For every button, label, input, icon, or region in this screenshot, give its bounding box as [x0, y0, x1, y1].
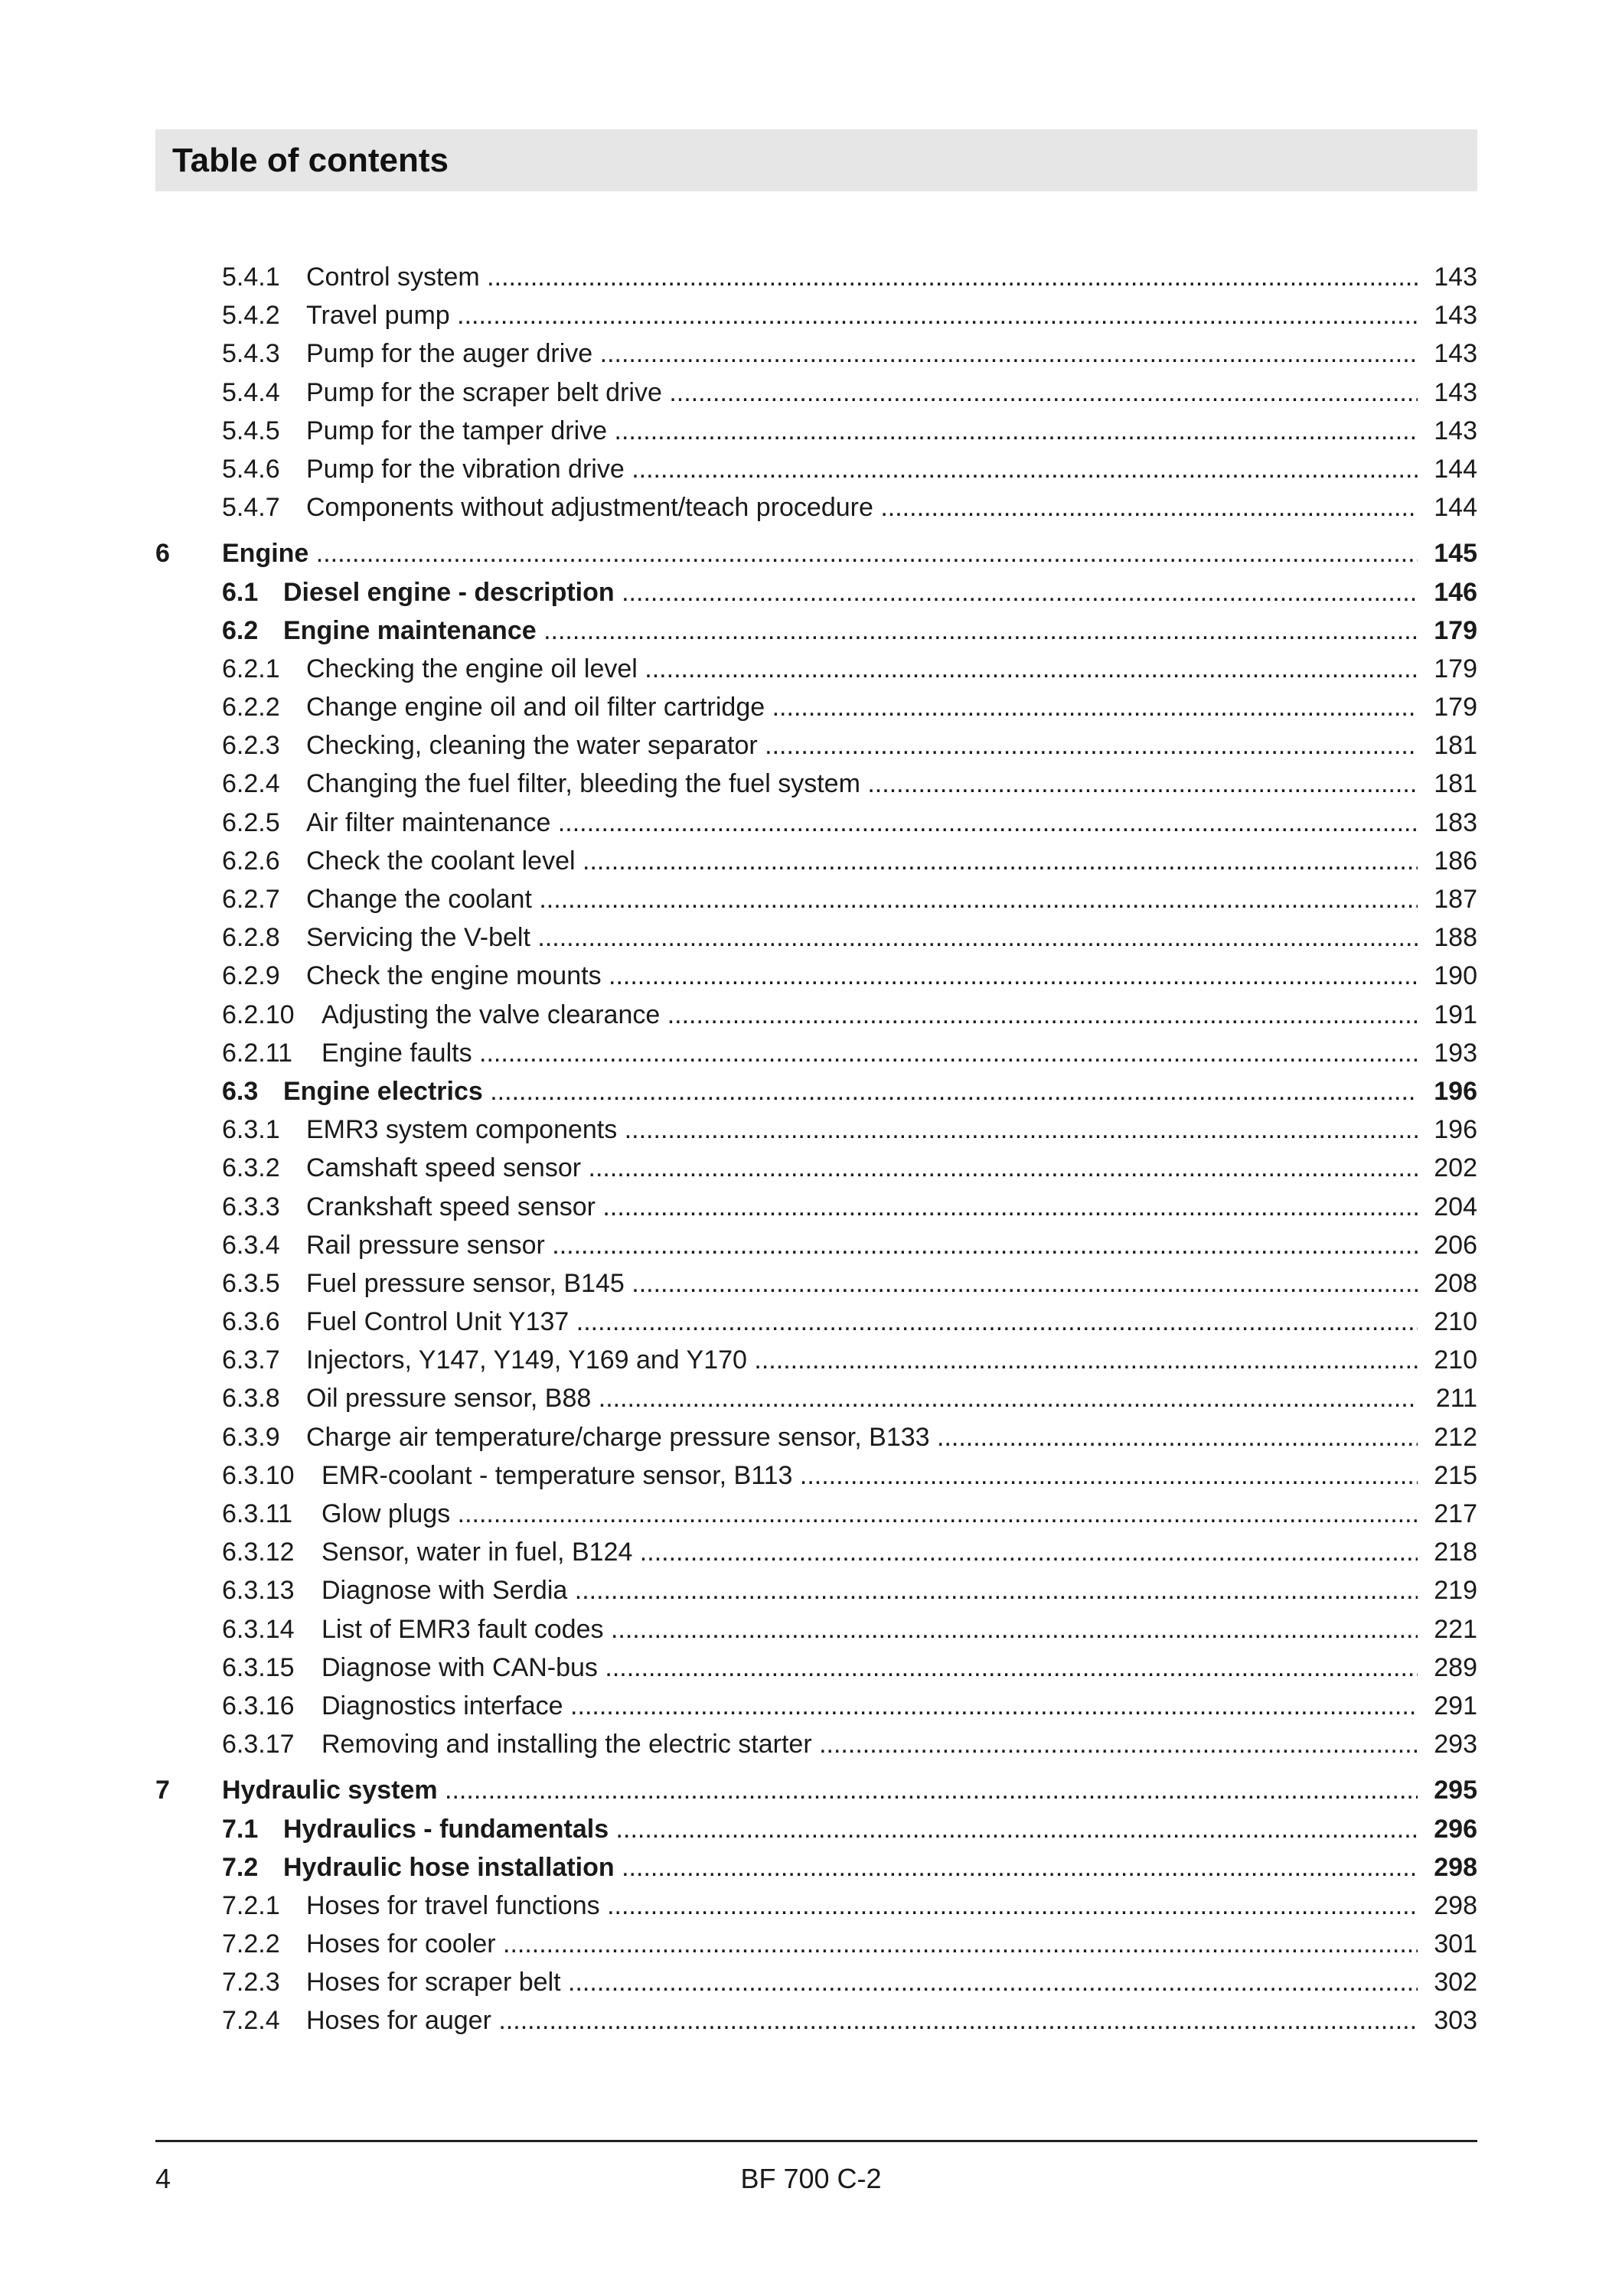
toc-entry-number: 6.3.10 — [222, 1460, 295, 1490]
toc-entry-title: Travel pump ..... — [306, 296, 1418, 334]
toc-entry-title: Hydraulic hose installation ..... — [283, 1848, 1418, 1887]
toc-entry-6-2-2[interactable] — [155, 688, 1477, 726]
toc-entry-number: 7.2.2 — [222, 1929, 280, 1959]
toc-entry-6-3[interactable] — [155, 1072, 1477, 1110]
toc-entry-number: 6.3.4 — [222, 1230, 280, 1260]
toc-entry-page: 145 — [1434, 539, 1477, 569]
toc-entry-page: 143 — [1434, 263, 1477, 292]
toc-entry-number: 5.4.2 — [222, 301, 280, 331]
toc-entry-page: 296 — [1434, 1814, 1477, 1844]
toc-entry-5-4-1[interactable] — [155, 258, 1477, 296]
footer-document-id: BF 700 C-2 — [740, 2163, 882, 2194]
toc-entry-page: 218 — [1434, 1538, 1477, 1567]
toc-entry-title: Check the engine mounts ..... — [306, 957, 1418, 995]
toc-entry-page: 293 — [1434, 1730, 1477, 1760]
toc-entry-title: Diagnose with Serdia ..... — [321, 1571, 1418, 1609]
toc-entry-title: Adjusting the valve clearance ..... — [321, 996, 1418, 1034]
toc-entry-6-2-1[interactable] — [155, 650, 1477, 688]
toc-entry-title: Removing and installing the electric starter ..... — [321, 1725, 1418, 1763]
toc-entry-page: 217 — [1434, 1499, 1477, 1528]
toc-entry-6-3-12[interactable] — [155, 1533, 1477, 1571]
toc-entry-6-2-8[interactable] — [155, 918, 1477, 957]
toc-entry-page: 179 — [1434, 693, 1477, 722]
toc-entry-number: 7.2.3 — [222, 1968, 280, 1998]
toc-entry-number: 6.2.5 — [222, 807, 280, 837]
page-title: Table of contents — [172, 142, 449, 179]
toc-entry-page: 298 — [1434, 1890, 1477, 1920]
toc-entry-6-3-17[interactable] — [155, 1725, 1477, 1763]
toc-entry-title: Diagnose with CAN-bus ..... — [321, 1649, 1418, 1687]
toc-entry-6-3-16[interactable] — [155, 1687, 1477, 1725]
toc-entry-title: Fuel Control Unit Y137 ..... — [306, 1303, 1418, 1341]
toc-entry-number: 5.4.5 — [222, 416, 280, 445]
toc-entry-number: 6.3.16 — [222, 1691, 295, 1720]
toc-entry-7-2-4[interactable] — [155, 2001, 1477, 2040]
toc-entry-7-2-1[interactable] — [155, 1887, 1477, 1925]
toc-entry-page: 183 — [1434, 807, 1477, 837]
toc-entry-6-2-3[interactable] — [155, 726, 1477, 765]
toc-entry-number: 6.3.6 — [222, 1307, 280, 1337]
toc-entry-6-3-4[interactable] — [155, 1226, 1477, 1264]
toc-entry-6-2-7[interactable] — [155, 880, 1477, 918]
toc-entry-page: 143 — [1434, 377, 1477, 407]
toc-entry-number: 6.2.2 — [222, 693, 280, 722]
toc-entry-title: Engine ..... — [222, 534, 1418, 572]
toc-entry-page: 143 — [1434, 416, 1477, 445]
toc-entry-title: Injectors, Y147, Y149, Y169 and Y170 ..... — [306, 1341, 1418, 1379]
toc-entry-page: 179 — [1434, 654, 1477, 683]
toc-entry-title: Charge air temperature/charge pressure sensor, B133 ..... — [306, 1418, 1418, 1456]
toc-entry-number: 6.3.14 — [222, 1614, 295, 1644]
toc-entry-page: 215 — [1434, 1460, 1477, 1490]
toc-entry-number: 6.2.11 — [222, 1038, 293, 1068]
footer-page-number: 4 — [155, 2163, 171, 2194]
toc-entry-number: 6.2.8 — [222, 923, 280, 953]
toc-entry-6-2-6[interactable] — [155, 842, 1477, 880]
toc-entry-number: 5.4.6 — [222, 454, 280, 484]
toc-entry-6-2-9[interactable] — [155, 957, 1477, 995]
toc-entry-7[interactable] — [155, 1771, 1477, 1809]
toc-entry-title: Engine electrics ..... — [283, 1072, 1418, 1110]
toc-entry-7-2-2[interactable] — [155, 1925, 1477, 1963]
toc-entry-number: 6.3.9 — [222, 1422, 280, 1452]
toc-entry-title: Change engine oil and oil filter cartridge ..... — [306, 688, 1418, 726]
toc-entry-6-2-11[interactable] — [155, 1034, 1477, 1072]
toc-entry-title: Check the coolant level ..... — [306, 842, 1418, 880]
toc-entry-page: 206 — [1434, 1230, 1477, 1260]
toc-entry-number: 6.2 — [222, 615, 259, 645]
toc-entry-number: 6.2.4 — [222, 769, 280, 799]
toc-entry-page: 196 — [1434, 1115, 1477, 1145]
toc-entry-6-2-10[interactable] — [155, 996, 1477, 1034]
toc-entry-page: 179 — [1434, 615, 1477, 645]
toc-entry-number: 5.4.7 — [222, 493, 280, 523]
toc-entry-title: Engine maintenance ..... — [283, 612, 1418, 650]
toc-entry-6-3-11[interactable] — [155, 1495, 1477, 1533]
toc-entry-number: 6.3.8 — [222, 1384, 280, 1414]
toc-entry-title: Control system ..... — [306, 258, 1418, 296]
toc-entry-title: Hoses for auger ..... — [306, 2001, 1418, 2040]
toc-entry-title: Oil pressure sensor, B88 ..... — [306, 1379, 1418, 1417]
toc-entry-page: 210 — [1434, 1307, 1477, 1337]
toc-entry-6-1[interactable] — [155, 573, 1477, 612]
toc-entry-page: 210 — [1434, 1345, 1477, 1375]
toc-entry-6-2-5[interactable] — [155, 804, 1477, 842]
toc-entry-page: 196 — [1434, 1076, 1477, 1106]
toc-entry-title: Changing the fuel filter, bleeding the fuel system ..... — [306, 765, 1418, 803]
toc-entry-7-2[interactable] — [155, 1848, 1477, 1887]
toc-entry-number: 6.2.1 — [222, 654, 280, 683]
toc-entry-page: 143 — [1434, 301, 1477, 331]
toc-entry-title: Pump for the scraper belt drive ..... — [306, 373, 1418, 412]
table-of-contents — [155, 258, 1477, 2040]
toc-entry-number: 6.3.5 — [222, 1268, 280, 1298]
toc-entry-page: 302 — [1434, 1968, 1477, 1998]
toc-entry-number: 6.3.1 — [222, 1115, 280, 1145]
toc-entry-page: 181 — [1434, 731, 1477, 761]
toc-entry-page: 190 — [1434, 961, 1477, 991]
toc-entry-page: 295 — [1434, 1776, 1477, 1805]
toc-entry-5-4-7[interactable] — [155, 488, 1477, 527]
toc-entry-number: 6.3.12 — [222, 1538, 295, 1567]
toc-entry-page: 146 — [1434, 577, 1477, 607]
toc-entry-page: 191 — [1434, 1000, 1477, 1029]
toc-entry-number: 7.2 — [222, 1852, 259, 1882]
toc-entry-number: 6.2.7 — [222, 885, 280, 914]
toc-entry-title: Glow plugs ..... — [321, 1495, 1418, 1533]
toc-entry-page: 221 — [1434, 1614, 1477, 1644]
toc-entry-page: 202 — [1434, 1153, 1477, 1183]
toc-entry-title: Rail pressure sensor ..... — [306, 1226, 1418, 1264]
toc-entry-title: Change the coolant ..... — [306, 880, 1418, 918]
toc-entry-title: Hoses for travel functions ..... — [306, 1887, 1418, 1925]
toc-entry-5-4-5[interactable] — [155, 412, 1477, 450]
toc-entry-page: 188 — [1434, 923, 1477, 953]
toc-entry-6-3-3[interactable] — [155, 1188, 1477, 1226]
toc-entry-title: Checking the engine oil level ..... — [306, 650, 1418, 688]
toc-entry-6-3-7[interactable] — [155, 1341, 1477, 1379]
toc-entry-number: 6.3.13 — [222, 1576, 295, 1606]
toc-entry-number: 5.4.4 — [222, 377, 280, 407]
toc-entry-title: Hoses for scraper belt ..... — [306, 1963, 1418, 2001]
toc-entry-page: 208 — [1434, 1268, 1477, 1298]
toc-entry-number: 6.3.7 — [222, 1345, 280, 1375]
toc-entry-6-3-14[interactable] — [155, 1610, 1477, 1649]
toc-entry-page: 212 — [1434, 1422, 1477, 1452]
toc-entry-title: Hoses for cooler ..... — [306, 1925, 1418, 1963]
toc-entry-title: Engine faults ..... — [321, 1034, 1418, 1072]
toc-entry-title: Camshaft speed sensor ..... — [306, 1149, 1418, 1187]
toc-entry-title: Hydraulics - fundamentals ..... — [283, 1810, 1418, 1848]
toc-entry-title: Pump for the vibration drive ..... — [306, 450, 1418, 488]
toc-entry-6-3-13[interactable] — [155, 1571, 1477, 1609]
toc-entry-title: Diagnostics interface ..... — [321, 1687, 1418, 1725]
toc-entry-page: 144 — [1434, 454, 1477, 484]
toc-entry-6-3-8[interactable] — [155, 1379, 1477, 1417]
toc-entry-page: 144 — [1434, 493, 1477, 523]
toc-entry-page: 219 — [1434, 1576, 1477, 1606]
toc-entry-page: 301 — [1434, 1929, 1477, 1959]
header-band — [155, 129, 1477, 191]
toc-entry-page: 181 — [1434, 769, 1477, 799]
toc-entry-title: Fuel pressure sensor, B145 ..... — [306, 1264, 1418, 1303]
toc-entry-page: 289 — [1434, 1652, 1477, 1682]
toc-entry-title: Air filter maintenance ..... — [306, 804, 1418, 842]
toc-entry-6-3-2[interactable] — [155, 1149, 1477, 1187]
toc-entry-number: 7 — [155, 1776, 170, 1805]
toc-entry-5-4-3[interactable] — [155, 334, 1477, 373]
toc-entry-title: List of EMR3 fault codes ..... — [321, 1610, 1418, 1649]
toc-entry-page: 143 — [1434, 339, 1477, 369]
toc-entry-7-2-3[interactable] — [155, 1963, 1477, 2001]
toc-entry-number: 5.4.3 — [222, 339, 280, 369]
toc-entry-number: 6.2.10 — [222, 1000, 295, 1029]
toc-entry-6-3-10[interactable] — [155, 1456, 1477, 1495]
toc-entry-number: 6.3.11 — [222, 1499, 293, 1528]
toc-entry-number: 6.1 — [222, 577, 259, 607]
toc-entry-number: 6.2.3 — [222, 731, 280, 761]
toc-entry-number: 5.4.1 — [222, 263, 280, 292]
toc-entry-title: Pump for the tamper drive ..... — [306, 412, 1418, 450]
toc-entry-page: 291 — [1434, 1691, 1477, 1720]
toc-entry-title: Pump for the auger drive ..... — [306, 334, 1418, 373]
toc-entry-6-3-15[interactable] — [155, 1649, 1477, 1687]
toc-entry-5-4-4[interactable] — [155, 373, 1477, 412]
toc-entry-number: 6.3.15 — [222, 1652, 295, 1682]
toc-entry-6-3-6[interactable] — [155, 1303, 1477, 1341]
toc-entry-number: 6.3 — [222, 1076, 259, 1106]
toc-entry-6-3-5[interactable] — [155, 1264, 1477, 1303]
toc-entry-title: Hydraulic system ..... — [222, 1771, 1418, 1809]
toc-entry-title: EMR3 system components ..... — [306, 1110, 1418, 1149]
toc-entry-title: EMR-coolant - temperature sensor, B113 ..... — [321, 1456, 1418, 1495]
toc-entry-title: Checking, cleaning the water separator ..... — [306, 726, 1418, 765]
toc-entry-title: Servicing the V-belt ..... — [306, 918, 1418, 957]
toc-entry-6[interactable] — [155, 534, 1477, 572]
toc-entry-page: 211 — [1435, 1384, 1477, 1414]
toc-entry-number: 6.2.6 — [222, 846, 280, 876]
toc-entry-page: 303 — [1434, 2006, 1477, 2036]
toc-entry-title: Sensor, water in fuel, B124 ..... — [321, 1533, 1418, 1571]
toc-entry-title: Crankshaft speed sensor ..... — [306, 1188, 1418, 1226]
toc-entry-number: 7.2.4 — [222, 2006, 280, 2036]
toc-entry-6-2-4[interactable] — [155, 765, 1477, 803]
toc-entry-7-1[interactable] — [155, 1810, 1477, 1848]
toc-entry-number: 6.3.2 — [222, 1153, 280, 1183]
toc-entry-6-3-1[interactable] — [155, 1110, 1477, 1149]
toc-entry-number: 7.2.1 — [222, 1890, 280, 1920]
toc-entry-5-4-6[interactable] — [155, 450, 1477, 488]
toc-entry-number: 6.3.17 — [222, 1730, 295, 1760]
footer-divider — [155, 2140, 1477, 2142]
toc-entry-number: 6.3.3 — [222, 1192, 280, 1221]
toc-entry-title: Components without adjustment/teach procedure ..... — [306, 488, 1418, 527]
toc-entry-6-3-9[interactable] — [155, 1418, 1477, 1456]
toc-entry-number: 6.2.9 — [222, 961, 280, 991]
toc-entry-page: 187 — [1434, 885, 1477, 914]
toc-entry-page: 186 — [1434, 846, 1477, 876]
toc-entry-number: 6 — [155, 539, 170, 569]
toc-entry-5-4-2[interactable] — [155, 296, 1477, 334]
toc-entry-page: 204 — [1434, 1192, 1477, 1221]
toc-entry-title: Diesel engine - description ..... — [283, 573, 1418, 612]
toc-entry-number: 7.1 — [222, 1814, 259, 1844]
toc-entry-6-2[interactable] — [155, 612, 1477, 650]
toc-entry-page: 298 — [1434, 1852, 1477, 1882]
toc-entry-page: 193 — [1434, 1038, 1477, 1068]
